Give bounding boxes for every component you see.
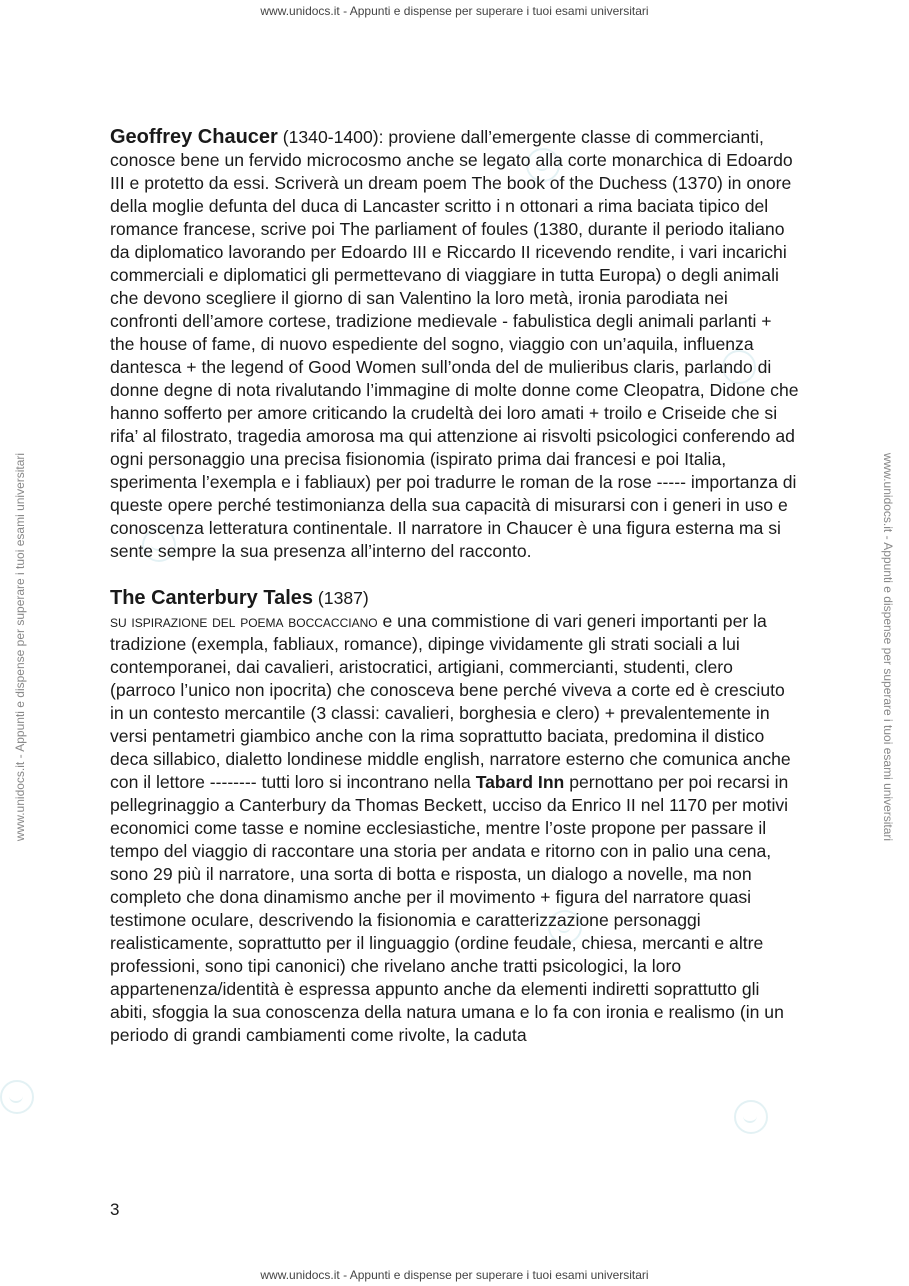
watermark-bottom: www.unidocs.it - Appunti e dispense per superare i tuoi esami universitari <box>260 1268 649 1282</box>
paragraph-text-canterbury-1: e una commistione di vari generi importanti per la tradizione (exempla, fabliaux, romance), dipinge vividamente gli strati sociali a lui contemporanei, dai cavalieri, aristocratici, artigiani, commercianti, studenti, clero (parroco l’unico non ipocrita) che conosceva bene perché viveva a corte ed è cresciuto in un contesto mercantile (3 classi: cavalieri, borghesia e clero) + prevalentemente in versi pentametri giambico anche con la rima soprattutto baciata, predomina il distico deca sillabico, dialetto londinese middle english, narratore esterno che comunica anche con il lettore -------- tutti loro si incontrano nella <box>110 611 791 792</box>
section-years-canterbury: (1387) <box>313 588 369 608</box>
page-number: 3 <box>110 1200 120 1219</box>
document-body <box>110 126 800 1047</box>
watermark-right: www.unidocs.it - Appunti e dispense per superare i tuoi esami universitari <box>881 452 895 842</box>
paragraph-chaucer <box>110 126 800 563</box>
section-heading-canterbury: The Canterbury Tales <box>110 587 314 609</box>
smallcaps-intro: su ispirazione del poema boccacciano <box>110 612 378 631</box>
paragraph-text-canterbury-2: pernottano per poi recarsi in pellegrinaggio a Canterbury da Thomas Beckett, ucciso da Enrico II nel 1170 per motivi economici come tasse e nomine ecclesiastiche, mentre l’oste propone per passare il tempo del viaggio di raccontare una storia per andata e ritorno con in palio una cena, sono 29 più il narratore, una sorta di botta e risposta, un dialogo a novelle, ma non completo che dona dinamismo anche per il movimento + figura del narratore quasi testimone oculare, descrivendo la fisionomia e caratterizzazione personaggi realisticamente, soprattutto per il linguaggio (ordine feudale, chiesa, mercanti e altre professioni, sono tipi canonici) che rivelano anche tratti psicologici, la loro appartenenza/identità è espressa appunto anche da elementi indiretti soprattutto gli abiti, sfoggia la sua conoscenza della natura umana e lo fa con ironia e realismo (in un periodo di grandi cambiamenti come rivolte, la caduta <box>110 772 789 1045</box>
paragraph-canterbury <box>110 587 800 1047</box>
section-heading-chaucer: Geoffrey Chaucer <box>110 126 278 148</box>
watermark-left: www.unidocs.it - Appunti e dispense per superare i tuoi esami universitari <box>13 452 27 842</box>
watermark-top: www.unidocs.it - Appunti e dispense per superare i tuoi esami universitari <box>260 4 649 18</box>
watermark-logo-icon <box>734 1100 768 1134</box>
bold-phrase-tabard-inn: Tabard Inn <box>475 772 565 792</box>
watermark-logo-icon <box>0 1080 34 1114</box>
paragraph-text-chaucer: : proviene dall’emergente classe di commercianti, conosce bene un fervido microcosmo anche se legato alla corte monarchica di Edoardo III e protetto da essi. Scriverà un dream poem The book of the Duchess (1370) in onore della moglie defunta del duca di Lancaster scritto i n ottonari a rima baciata tipico del romance francese, scrive poi The parliament of foules (1380, durante il periodo italiano da diplomatico lavorando per Edoardo III e Riccardo II ricevendo rendite, i vari incarichi commerciali e diplomatici gli permettevano di viaggiare in tutta Europa) o degli animali che devono scegliere il giorno di san Valentino la loro metà, ironia parodiata nei confronti dell’amore cortese, tradizione medievale - fabulistica degli animali parlanti + the house of fame, di nuovo espediente del sogno, viaggio con un’aquila, influenza dantesca + the legend of Good Women sull’onda del de mulieribus claris, parlando di donne degne di nota rivalutando l’immagine di molte donne come Cleopatra, Didone che hanno sofferto per amore criticando la crudeltà dei loro amati + troilo e Criseide che si rifa’ al filostrato, tragedia amorosa ma qui attenzione ai risvolti psicologici conferendo ad ogni personaggio una precisa fisionomia (ispirato prima dai francesi e poi Italia, sperimenta l’exempla e i fabliaux) per poi tradurre le roman de la rose ----- importanza di queste opere perché testimonianza della sua capacità di misurarsi con i generi in uso e conoscenza letteratura continentale. Il narratore in Chaucer è una figura esterna ma si sente sempre la sua presenza all’interno del racconto. <box>110 127 799 561</box>
section-years-chaucer: (1340-1400) <box>277 127 379 147</box>
